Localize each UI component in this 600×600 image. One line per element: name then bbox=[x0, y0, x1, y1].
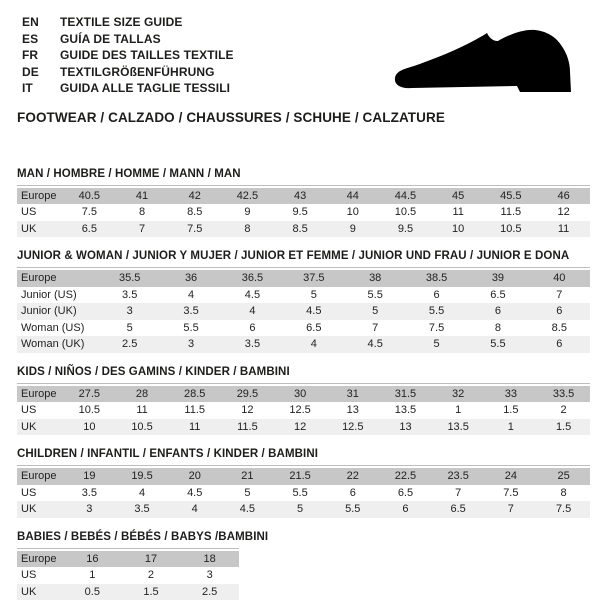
size-cell: 4.5 bbox=[244, 288, 261, 301]
size-cell: 6.5 bbox=[306, 321, 322, 334]
row-label: UK bbox=[17, 419, 63, 436]
size-cell: 40 bbox=[529, 270, 590, 287]
table-row bbox=[17, 204, 590, 221]
table-row bbox=[17, 419, 590, 436]
size-cell: 7 bbox=[372, 321, 379, 334]
language-code: ES bbox=[22, 31, 39, 46]
size-cell: 4.5 bbox=[283, 303, 344, 320]
size-cell: 20 bbox=[168, 468, 221, 485]
size-cell: 45 bbox=[432, 188, 485, 205]
row-label: Europe bbox=[17, 270, 99, 287]
table-header-row bbox=[17, 551, 239, 568]
size-cell: 43 bbox=[274, 188, 327, 205]
size-cell: 46 bbox=[537, 188, 590, 205]
section-title: BABIES / BEBÉS / BÉBÉS / BABYS /BAMBINI bbox=[17, 530, 269, 543]
size-cell: 23.5 bbox=[432, 468, 485, 485]
size-cell: 44 bbox=[326, 188, 379, 205]
language-code: FR bbox=[22, 48, 39, 62]
row-label: Woman (UK) bbox=[17, 336, 99, 353]
size-cell: 5 bbox=[406, 336, 467, 353]
size-cell: 11.5 bbox=[184, 404, 206, 416]
size-cell: 35.5 bbox=[99, 270, 160, 287]
row-label: Europe bbox=[17, 468, 63, 485]
size-cell: 7.5 bbox=[503, 486, 519, 499]
size-cell: 5.5 bbox=[326, 501, 379, 518]
size-cell: 19 bbox=[63, 468, 116, 485]
size-cell: 7 bbox=[455, 486, 462, 499]
dress-shoe-icon bbox=[388, 12, 583, 104]
size-cell: 45.5 bbox=[485, 188, 538, 205]
size-cell: 33.5 bbox=[537, 386, 590, 403]
category-title: FOOTWEAR / CALZADO / CHAUSSURES / SCHUHE / CALZATURE bbox=[17, 109, 445, 125]
size-section bbox=[17, 448, 600, 518]
size-cell: 13.5 bbox=[432, 419, 485, 436]
size-cell: 5.5 bbox=[467, 336, 528, 353]
size-cell: 12 bbox=[241, 404, 254, 416]
size-cell: 32 bbox=[432, 386, 485, 403]
table-header-row bbox=[17, 188, 590, 205]
size-cell: 2 bbox=[147, 569, 155, 581]
size-section bbox=[17, 366, 600, 436]
size-cell: 9.5 bbox=[379, 221, 432, 238]
size-cell: 1 bbox=[485, 419, 538, 436]
size-cell: 5 bbox=[310, 288, 317, 301]
table-row bbox=[17, 567, 239, 584]
size-cell: 11.5 bbox=[500, 206, 522, 218]
size-cell: 10.5 bbox=[485, 221, 538, 238]
size-cell: 19.5 bbox=[116, 468, 169, 485]
row-label: Europe bbox=[17, 188, 63, 205]
size-cell: 7.5 bbox=[537, 501, 590, 518]
size-cell: 6 bbox=[249, 321, 256, 334]
size-cell: 1.5 bbox=[537, 419, 590, 436]
size-cell: 10 bbox=[346, 206, 359, 218]
table-row bbox=[17, 287, 590, 304]
language-text: GUIDE DES TAILLES TEXTILE bbox=[60, 48, 234, 62]
size-cell: 7.5 bbox=[428, 321, 445, 334]
table-header-row bbox=[17, 468, 590, 485]
table-row bbox=[17, 336, 590, 353]
size-cell: 4 bbox=[283, 336, 344, 353]
table-row bbox=[17, 303, 590, 320]
table-row bbox=[17, 501, 590, 518]
size-cell: 10.5 bbox=[78, 404, 101, 416]
size-cell: 3 bbox=[206, 569, 213, 581]
size-cell: 5.5 bbox=[183, 321, 199, 334]
size-cell: 2.5 bbox=[180, 584, 239, 600]
size-cell: 7.5 bbox=[81, 206, 97, 218]
size-cell: 7 bbox=[116, 221, 169, 238]
table-wrap bbox=[17, 185, 590, 238]
size-cell: 3 bbox=[99, 303, 160, 320]
size-cell: 6 bbox=[349, 486, 356, 499]
row-label: UK bbox=[17, 221, 63, 238]
size-cell: 11 bbox=[537, 221, 590, 238]
size-cell: 3 bbox=[160, 336, 221, 353]
size-cell: 8.5 bbox=[274, 221, 327, 238]
size-cell: 5 bbox=[244, 486, 251, 499]
table-wrap bbox=[17, 383, 590, 436]
size-cell: 40.5 bbox=[63, 188, 116, 205]
size-cell: 6 bbox=[379, 501, 432, 518]
size-cell: 30 bbox=[274, 386, 327, 403]
size-cell: 5 bbox=[274, 501, 327, 518]
size-cell: 39 bbox=[467, 270, 528, 287]
size-section bbox=[17, 531, 600, 600]
size-cell: 31.5 bbox=[379, 386, 432, 403]
size-cell: 13 bbox=[346, 404, 359, 416]
size-cell: 6.5 bbox=[490, 288, 506, 301]
size-cell: 3 bbox=[63, 501, 116, 518]
size-cell: 4 bbox=[188, 288, 195, 301]
table-wrap bbox=[17, 465, 590, 518]
language-code: DE bbox=[22, 64, 39, 79]
row-label: Europe bbox=[17, 386, 63, 403]
size-cell: 4 bbox=[168, 501, 221, 518]
size-table bbox=[17, 270, 590, 353]
size-cell: 3.5 bbox=[222, 336, 283, 353]
table-header-row bbox=[17, 270, 590, 287]
size-cell: 7 bbox=[485, 501, 538, 518]
size-cell: 22.5 bbox=[379, 468, 432, 485]
row-label: US bbox=[21, 486, 37, 499]
size-cell: 9 bbox=[244, 206, 251, 218]
row-label: US bbox=[21, 569, 37, 581]
size-cell: 31 bbox=[326, 386, 379, 403]
size-cell: 11 bbox=[452, 206, 464, 218]
size-cell: 8 bbox=[560, 486, 567, 499]
size-cell: 41 bbox=[116, 188, 169, 205]
size-cell: 38 bbox=[345, 270, 406, 287]
size-cell: 4 bbox=[138, 486, 146, 499]
size-cell: 1 bbox=[455, 404, 462, 416]
size-cell: 5.5 bbox=[292, 486, 308, 499]
size-section bbox=[17, 250, 600, 353]
size-cell: 10 bbox=[63, 419, 116, 436]
size-cell: 1.5 bbox=[503, 404, 519, 416]
size-cell: 6.5 bbox=[432, 501, 485, 518]
size-cell: 37.5 bbox=[283, 270, 344, 287]
size-cell: 16 bbox=[63, 551, 122, 568]
row-label: UK bbox=[17, 501, 63, 518]
language-code: EN bbox=[22, 15, 39, 29]
size-cell: 24 bbox=[485, 468, 538, 485]
size-cell: 4.5 bbox=[187, 486, 203, 499]
size-cell: 5.5 bbox=[406, 303, 467, 320]
size-cell: 11 bbox=[168, 419, 221, 436]
size-table bbox=[17, 551, 239, 600]
size-cell: 6 bbox=[467, 303, 528, 320]
size-section bbox=[17, 168, 600, 238]
size-cell: 8 bbox=[494, 321, 501, 334]
size-cell: 4.5 bbox=[221, 501, 274, 518]
size-cell: 2 bbox=[560, 404, 567, 416]
size-cell: 5.5 bbox=[367, 288, 383, 301]
section-title: KIDS / NIÑOS / DES GAMINS / KINDER / BAMBINI bbox=[17, 365, 290, 378]
size-cell: 12.5 bbox=[289, 404, 311, 416]
size-cell: 6 bbox=[529, 303, 590, 320]
row-label: US bbox=[21, 404, 37, 416]
size-cell: 1 bbox=[89, 569, 96, 581]
size-cell: 9.5 bbox=[292, 206, 308, 218]
size-sections bbox=[17, 168, 600, 600]
table-row bbox=[17, 584, 239, 600]
size-cell: 17 bbox=[122, 551, 181, 568]
size-cell: 5 bbox=[126, 321, 133, 334]
size-cell: 10.5 bbox=[116, 419, 169, 436]
size-cell: 12 bbox=[557, 206, 570, 218]
size-cell: 10 bbox=[432, 221, 485, 238]
row-label: Europe bbox=[17, 551, 63, 568]
size-cell: 5 bbox=[345, 303, 406, 320]
size-cell: 28 bbox=[116, 386, 169, 403]
size-cell: 9 bbox=[326, 221, 379, 238]
size-cell: 8.5 bbox=[187, 206, 203, 218]
section-title: CHILDREN / INFANTIL / ENFANTS / KINDER / BAMBINI bbox=[17, 448, 319, 460]
table-row bbox=[17, 485, 590, 502]
size-cell: 28.5 bbox=[168, 386, 221, 403]
size-cell: 3.5 bbox=[81, 486, 97, 499]
size-cell: 4.5 bbox=[345, 336, 406, 353]
size-cell: 44.5 bbox=[379, 188, 432, 205]
language-text: TEXTILGRÖßENFÜHRUNG bbox=[60, 64, 215, 79]
size-cell: 3.5 bbox=[116, 501, 169, 518]
size-cell: 6.5 bbox=[63, 221, 116, 238]
size-cell: 22 bbox=[326, 468, 379, 485]
row-label: Woman (US) bbox=[21, 321, 85, 334]
row-label: Junior (US) bbox=[21, 288, 77, 301]
size-cell: 4 bbox=[222, 303, 283, 320]
size-cell: 18 bbox=[180, 551, 239, 568]
size-cell: 42.5 bbox=[221, 188, 274, 205]
size-cell: 8 bbox=[138, 206, 146, 218]
size-table bbox=[17, 386, 590, 436]
table-wrap bbox=[17, 548, 239, 600]
table-header-row bbox=[17, 386, 590, 403]
size-cell: 12 bbox=[274, 419, 327, 436]
size-cell: 6 bbox=[529, 336, 590, 353]
size-cell: 3.5 bbox=[122, 288, 138, 301]
size-cell: 25 bbox=[537, 468, 590, 485]
row-label: US bbox=[21, 206, 37, 218]
size-cell: 0.5 bbox=[63, 584, 122, 600]
size-cell: 3.5 bbox=[160, 303, 221, 320]
size-cell: 38.5 bbox=[406, 270, 467, 287]
size-cell: 6.5 bbox=[397, 486, 414, 499]
size-cell: 29.5 bbox=[221, 386, 274, 403]
size-cell: 13 bbox=[379, 419, 432, 436]
size-cell: 7.5 bbox=[168, 221, 221, 238]
size-cell: 36.5 bbox=[222, 270, 283, 287]
size-cell: 11 bbox=[136, 404, 148, 416]
language-code: IT bbox=[22, 81, 33, 95]
row-label: UK bbox=[17, 584, 63, 600]
table-row bbox=[17, 320, 590, 337]
size-cell: 21 bbox=[221, 468, 274, 485]
section-title: JUNIOR & WOMAN / JUNIOR Y MUJER / JUNIOR ET FEMME / JUNIOR UND FRAU / JUNIOR E DONA bbox=[17, 250, 570, 262]
size-cell: 21.5 bbox=[274, 468, 327, 485]
size-cell: 11.5 bbox=[221, 419, 274, 436]
table-row bbox=[17, 221, 590, 238]
language-text: GUÍA DE TALLAS bbox=[60, 31, 161, 46]
section-title: MAN / HOMBRE / HOMME / MANN / MAN bbox=[17, 167, 241, 180]
language-text: GUIDA ALLE TAGLIE TESSILI bbox=[60, 81, 231, 95]
size-cell: 33 bbox=[485, 386, 538, 403]
size-cell: 2.5 bbox=[99, 336, 160, 353]
size-cell: 8.5 bbox=[551, 321, 567, 334]
table-row bbox=[17, 402, 590, 419]
size-cell: 36 bbox=[160, 270, 221, 287]
size-cell: 42 bbox=[168, 188, 221, 205]
row-label: Junior (UK) bbox=[17, 303, 99, 320]
size-cell: 1.5 bbox=[122, 584, 181, 600]
size-cell: 12.5 bbox=[326, 419, 379, 436]
size-cell: 27.5 bbox=[63, 386, 116, 403]
size-table bbox=[17, 468, 590, 518]
size-cell: 8 bbox=[221, 221, 274, 238]
size-cell: 13.5 bbox=[394, 404, 417, 416]
size-cell: 10.5 bbox=[394, 206, 417, 218]
size-cell: 7 bbox=[556, 288, 563, 301]
size-table bbox=[17, 188, 590, 238]
table-wrap bbox=[17, 267, 590, 353]
size-cell: 6 bbox=[433, 288, 440, 301]
language-text: TEXTILE SIZE GUIDE bbox=[60, 15, 183, 29]
